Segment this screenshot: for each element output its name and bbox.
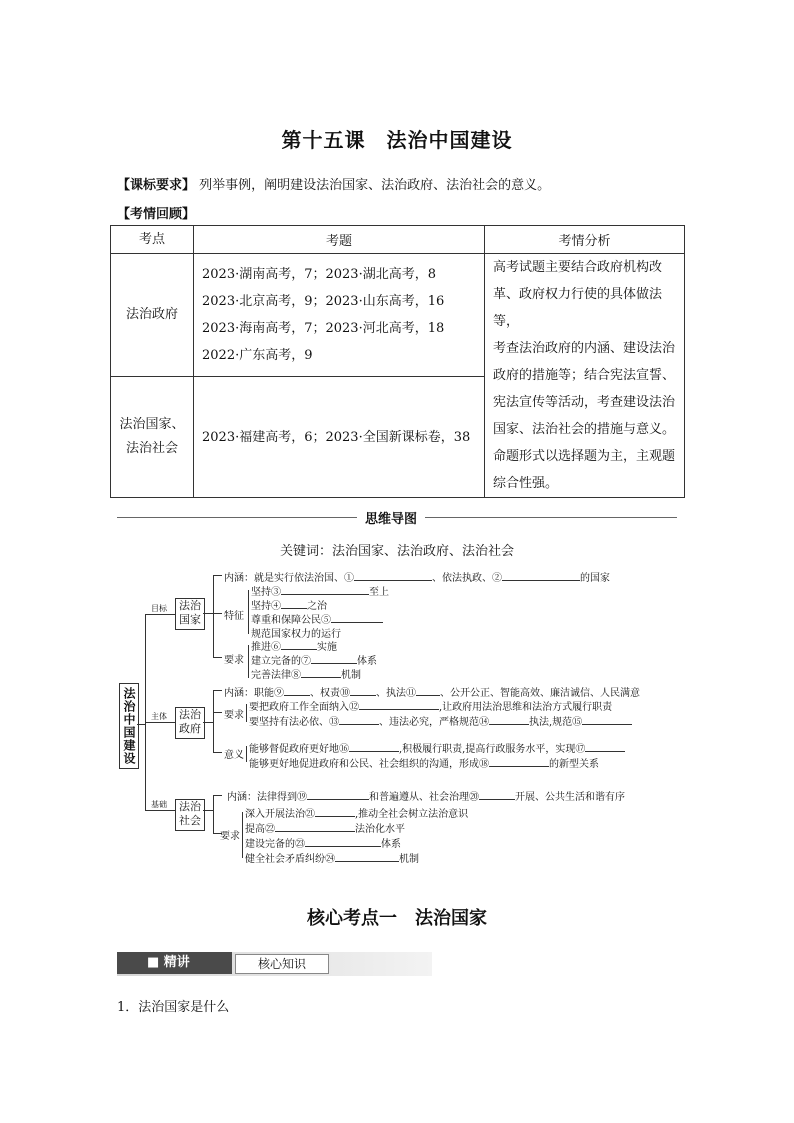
point-line: 法治国家、 (119, 417, 185, 433)
exam-line: 2023·北京高考，9；2023·山东高考，16 (202, 294, 445, 310)
analysis-line: 命题形式以选择题为主，主观题 (493, 449, 676, 464)
banner-dark-text: ■ 精讲 (147, 955, 190, 970)
connector (246, 746, 247, 762)
mm-gov-sig-1 (249, 740, 625, 755)
mm-feature-1 (251, 583, 389, 598)
mm-req-1 (251, 638, 337, 653)
branch-tag-goal: 目标 (151, 604, 167, 613)
banner-tab: 核心知识 (235, 954, 329, 974)
mm-soc-requirements: 要求 (220, 831, 240, 842)
table-row (111, 254, 685, 377)
mm-text: 、公开公正、智能高效、廉洁诚信、人民满意 (440, 688, 640, 699)
mm-sub-requirements: 要求 (224, 655, 244, 666)
mm-text: 体系 (381, 839, 401, 850)
table-cell-point (111, 377, 194, 498)
mm-text: 要把政府工作全面纳入⑫ (249, 702, 359, 713)
mm-text: ,积极履行职责,提高行政服务水平，实现⑰ (399, 744, 586, 755)
mm-text: 机制 (341, 670, 361, 681)
connector (213, 712, 222, 713)
mm-text: 机制 (399, 854, 419, 865)
exam-line: 2023·湖南高考，7；2023·湖北高考，8 (202, 267, 436, 283)
connector (213, 690, 214, 752)
mindmap-keywords: 关键词：法治国家、法治政府、法治社会 (279, 544, 514, 559)
analysis-line: 宪法宣传等活动，考查建设法治 (493, 395, 676, 410)
analysis-line: 政府的措施等；结合宪法宣誓、 (493, 368, 676, 383)
mm-text: 健全社会矛盾纠纷㉔ (245, 854, 335, 865)
connector (203, 613, 213, 614)
connector (213, 752, 222, 753)
mm-text: 深入开展法治㉑ (245, 809, 315, 820)
exam-line: 2023·海南高考，7；2023·河北高考，18 (202, 321, 445, 337)
item-heading: 1．法治国家是什么 (117, 1000, 230, 1015)
mm-text: 、违法必究，严格规范⑭ (379, 717, 489, 728)
mm-req-3 (251, 666, 361, 681)
mm-text: ,推动全社会树立法治意识 (355, 809, 469, 820)
mm-gov-sig-2 (249, 755, 599, 770)
table-cell-point: 法治政府 (111, 254, 194, 377)
mm-text: 、执法⑪ (376, 688, 416, 699)
table-header-row (111, 226, 685, 254)
mm-text: 至上 (369, 587, 389, 598)
branch-box-state: 法治国家 (175, 598, 205, 630)
connector (145, 810, 175, 811)
mm-text: 坚持④ (251, 601, 281, 612)
mm-text: 实施 (317, 642, 337, 653)
mm-text: 开展、公共生活和谐有序 (515, 792, 625, 803)
mm-soc-req-2 (245, 820, 405, 835)
mm-text: 内涵：职能⑨ (224, 688, 284, 699)
table-cell-exams (194, 254, 485, 377)
mm-gov-significance: 意义 (224, 750, 244, 761)
connector (145, 614, 175, 615)
mm-text: 法治化水平 (355, 824, 405, 835)
connector (213, 795, 222, 796)
requirement-label: 【课标要求】 (117, 178, 196, 193)
table-cell-exams: 2023·福建高考，6；2023·全国新课标卷，38 (194, 377, 485, 498)
connector (248, 590, 249, 634)
mm-feature-3 (251, 611, 383, 626)
mm-text: 能够督促政府更好地⑯ (249, 744, 349, 755)
section-heading: 核心考点一 法治国家 (307, 908, 487, 929)
connector (213, 657, 222, 658)
mm-req-2 (251, 652, 377, 667)
analysis-line: 综合性强。 (493, 476, 559, 491)
mm-text: 建立完备的⑦ (251, 656, 311, 667)
connector (213, 575, 222, 576)
analysis-line: 革、政府权力行使的具体做法等， (493, 287, 663, 329)
connector (213, 690, 222, 691)
table-header: 考情分析 (485, 226, 685, 254)
page-title: 第十五课 法治中国建设 (281, 128, 513, 152)
table-header: 考题 (194, 226, 485, 254)
connector (137, 724, 145, 725)
mm-text: 、权责⑩ (310, 688, 350, 699)
mm-text: 、依法执政、② (432, 573, 502, 584)
mm-gov-requirements: 要求 (224, 710, 244, 721)
mm-text: 的新型关系 (549, 759, 599, 770)
requirement-text: 列举事例，阐明建设法治国家、法治政府、法治社会的意义。 (199, 178, 551, 193)
mm-text: 的国家 (580, 573, 610, 584)
mm-feature-2 (251, 597, 327, 612)
mm-gov-connotation (224, 684, 640, 699)
table-cell-analysis (485, 254, 685, 498)
connector (203, 810, 213, 811)
analysis-line: 国家、法治社会的措施与意义。 (493, 422, 676, 437)
branch-box-society: 法治社会 (175, 799, 205, 831)
connector (203, 722, 213, 723)
analysis-line: 考查法治政府的内涵、建设法治 (493, 341, 676, 356)
connector (145, 722, 175, 723)
branch-box-government: 法治政府 (175, 707, 205, 739)
connector (246, 704, 247, 722)
mm-text: 坚持③ (251, 587, 281, 598)
mm-text: 要坚持有法必依、⑬ (249, 717, 339, 728)
mm-text: 内涵：就是实行依法治国、① (224, 573, 354, 584)
mm-text: 执法,规范⑮ (529, 717, 583, 728)
mm-text: 之治 (307, 601, 327, 612)
mindmap-title: 思维导图 (357, 508, 425, 527)
mindmap-root: 法治中国建设 (119, 683, 139, 769)
mm-text: 能够更好地促进政府和公民、社会组织的沟通，形成⑱ (249, 759, 489, 770)
mm-gov-req-1 (249, 698, 612, 713)
banner-label (117, 952, 232, 974)
mm-text: 完善法律⑧ (251, 670, 301, 681)
mm-text: 体系 (357, 656, 377, 667)
mm-soc-req-4 (245, 850, 419, 865)
mm-state-connotation (224, 569, 610, 584)
branch-tag-subject: 主体 (151, 712, 167, 721)
mm-text: ,让政府用法治思维和法治方式履行职责 (439, 702, 613, 713)
table-header: 考点 (111, 226, 194, 254)
mm-text: 和普遍遵从、社会治理⑳ (369, 792, 479, 803)
mm-sub-features: 特征 (224, 611, 244, 622)
curriculum-requirement (117, 174, 550, 193)
connector (242, 812, 243, 858)
connector (213, 613, 222, 614)
mm-text: 内涵：法律得到⑲ (227, 792, 307, 803)
exam-table (110, 225, 685, 498)
mm-gov-req-2 (249, 713, 632, 728)
mm-text: 推进⑥ (251, 642, 281, 653)
mm-text: 提高㉒ (245, 824, 275, 835)
mm-text: 尊重和保障公民⑤ (251, 615, 331, 626)
mm-soc-req-1 (245, 805, 468, 820)
analysis-line: 高考试题主要结合政府机构改 (493, 260, 663, 275)
connector (248, 645, 249, 678)
mm-feature-4: 规范国家权力的运行 (251, 629, 341, 640)
mm-soc-req-3 (245, 835, 401, 850)
branch-tag-foundation: 基础 (151, 800, 167, 809)
mm-text: 建设完备的㉓ (245, 839, 305, 850)
point-line: 法治社会 (125, 441, 178, 457)
exam-line: 2022·广东高考，9 (202, 348, 313, 364)
exam-recall-label: 【考情回顾】 (117, 207, 196, 222)
connector (213, 575, 214, 658)
connector (213, 795, 214, 833)
connector (145, 614, 146, 810)
mm-soc-connotation (227, 788, 625, 803)
